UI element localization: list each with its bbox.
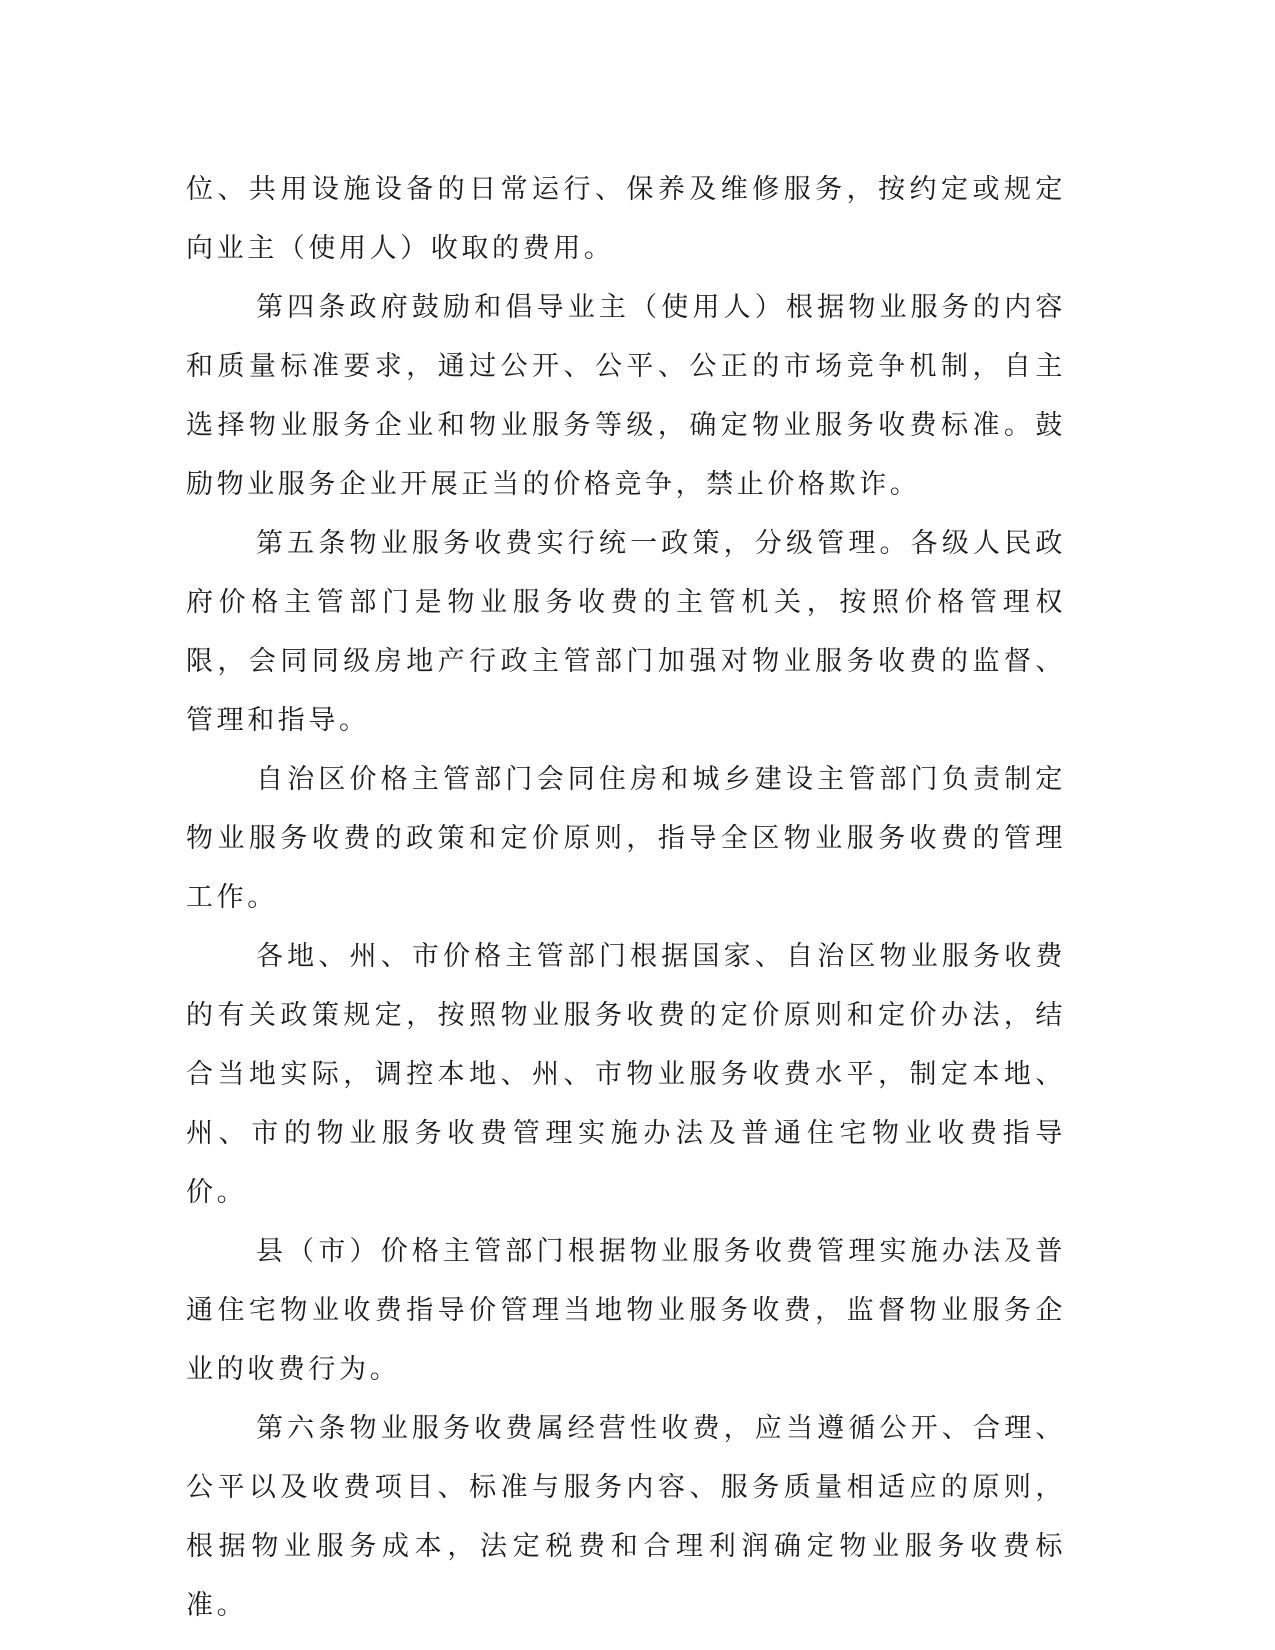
paragraph-article-6: 第六条物业服务收费属经营性收费，应当遵循公开、合理、公平以及收费项目、标准与服务内容、服务质量相适应的原则，根据物业服务成本，法定税费和合理利润确定物业服务收费标准。 xyxy=(186,1413,1066,1621)
document-body xyxy=(186,160,1066,1635)
paragraph-continuation: 位、共用设施设备的日常运行、保养及维修服务，按约定或规定向业主（使用人）收取的费用。 xyxy=(186,174,1066,264)
paragraph-article-4: 第四条政府鼓励和倡导业主（使用人）根据物业服务的内容和质量标准要求，通过公开、公平、公正的市场竞争机制，自主选择物业服务企业和物业服务等级，确定物业服务收费标准。鼓励物业服务企业开展正当的价格竞争，禁止价格欺诈。 xyxy=(186,292,1066,500)
paragraph-autonomous-region: 自治区价格主管部门会同住房和城乡建设主管部门负责制定物业服务收费的政策和定价原则，指导全区物业服务收费的管理工作。 xyxy=(186,764,1066,913)
paragraph-article-5: 第五条物业服务收费实行统一政策，分级管理。各级人民政府价格主管部门是物业服务收费的主管机关，按照价格管理权限，会同同级房地产行政主管部门加强对物业服务收费的监督、管理和指导。 xyxy=(186,528,1066,736)
paragraph-counties: 县（市）价格主管部门根据物业服务收费管理实施办法及普通住宅物业收费指导价管理当地物业服务收费，监督物业服务企业的收费行为。 xyxy=(186,1236,1066,1385)
paragraph-prefectures: 各地、州、市价格主管部门根据国家、自治区物业服务收费的有关政策规定，按照物业服务收费的定价原则和定价办法，结合当地实际，调控本地、州、市物业服务收费水平，制定本地、州、市的物业服务收费管理实施办法及普通住宅物业收费指导价。 xyxy=(186,941,1066,1208)
